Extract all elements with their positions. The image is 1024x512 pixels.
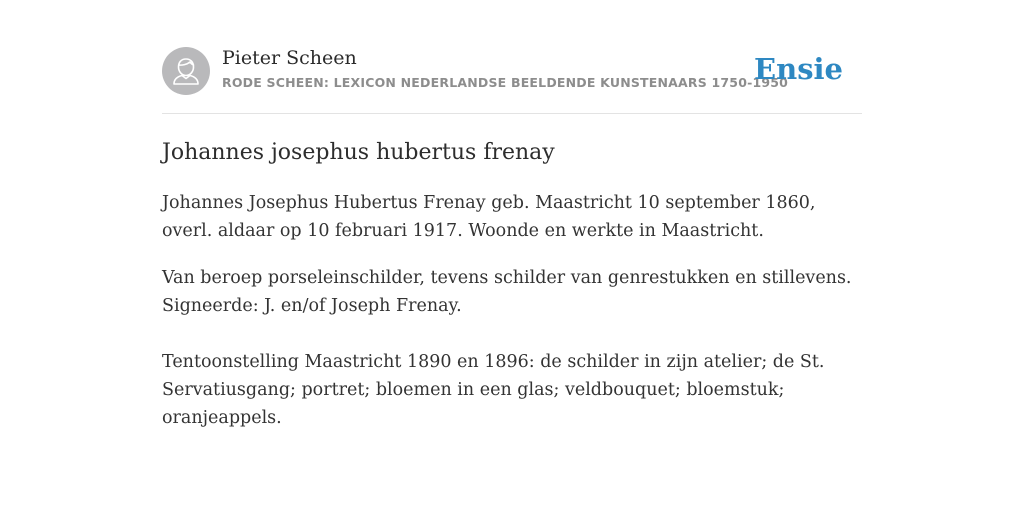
- author-avatar[interactable]: [162, 47, 210, 95]
- article-card: [162, 46, 862, 432]
- article-header: [162, 46, 862, 114]
- article-title: Johannes josephus hubertus frenay: [162, 140, 555, 165]
- author-name[interactable]: Pieter Scheen: [222, 47, 357, 69]
- paragraph-biography: Johannes Josephus Hubertus Frenay geb. Maastricht 10 september 1860, overl. aldaar op 10 februari 1917. Woonde en werkte in Maastricht.: [162, 193, 816, 241]
- ensie-logo[interactable]: Ensie: [754, 52, 843, 86]
- article-body: [162, 189, 862, 432]
- paragraph-profession: Van beroep porseleinschilder, tevens schilder van genrestukken en stillevens. Signeerde: J. en/of Joseph Frenay.: [162, 268, 852, 316]
- user-silhouette-icon: [162, 47, 210, 95]
- paragraph-exhibitions: Tentoonstelling Maastricht 1890 en 1896: de schilder in zijn atelier; de St. Servatiusgang; portret; bloemen in een glas; veldbouquet; bloemstuk; oranjeappels.: [162, 352, 825, 428]
- source-title[interactable]: RODE SCHEEN: LEXICON NEDERLANDSE BEELDENDE KUNSTENAARS 1750-1950: [222, 75, 789, 90]
